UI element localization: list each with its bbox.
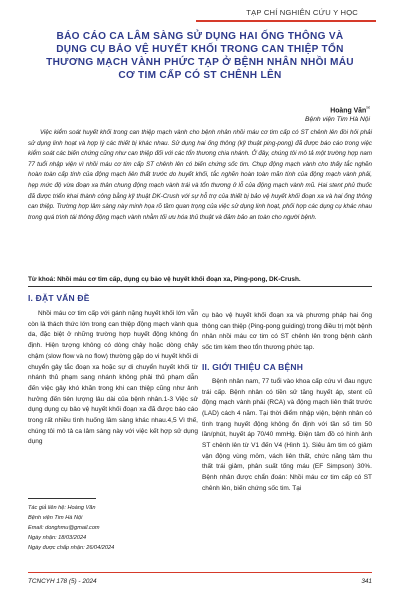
author-name: Hoàng Văn: [330, 107, 367, 115]
journal-header: TẠP CHÍ NGHIÊN CỨU Y HỌC: [246, 8, 358, 17]
keywords-divider: [28, 286, 372, 287]
footnote-institution: Bệnh viện Tim Hà Nội: [28, 515, 83, 522]
footnote-accepted-date: Ngày được chấp nhận: 26/04/2024: [28, 545, 115, 552]
case-paragraph: [202, 377, 372, 495]
footer-journal: TCNCYH 178 (5) - 2024: [28, 578, 97, 585]
col2-paragraph: [202, 311, 372, 354]
keywords: Từ khoá: Nhồi máu cơ tim cấp, dụng cụ bảo vệ huyết khối đoạn xa, Ping-pong, DK-Crush.: [28, 276, 301, 283]
article-title: BÁO CÁO CA LÂM SÀNG SỬ DỤNG HAI ỐNG THÔNG VÀ DỤNG CỤ BẢO VỆ HUYẾT KHỐI TRONG CAN THIỆP TỔN THƯƠNG MẠCH VÀNH PHỨC TẠP Ở BỆNH NHÂN NHỒI MÁU CƠ TIM CẤP CÓ ST CHÊNH LÊN: [46, 31, 354, 81]
section-heading-intro: I. ĐẶT VẤN ĐỀ: [28, 293, 90, 303]
footer-divider: [28, 572, 372, 573]
author-affiliation: Bệnh viện Tim Hà Nội: [305, 116, 370, 123]
author-line: [160, 105, 370, 114]
right-column: [202, 311, 372, 495]
intro-text: Nhồi máu cơ tim cấp với gánh nặng huyết khối lớn vẫn còn là thách thức lớn trong can thiệp động mạch vành qua da, đặc biệt ở những trường hợp huyết động không ổn định. Hiện tượng không có dòng chảy hoặc dòng chảy chậm (slow flow và no flow) thường gặp do vi huyết khối di chuyển gây tắc đoạn xa hoặc sự di chuyển huyết khối từ nhánh thủ phạm sang nhánh không phải thủ phạm dẫn đến việc gây khó khăn trong khi can thiệp cũng như ảnh hưởng đến tiên lượng lâu dài của bệnh nhân.1-3 Việc sử dụng dụng cụ bảo vệ huyết khối đoạn xa đã được báo cáo trong rất nhiều tình huống lâm sàng khác nhau.4,5 Vì thế, chúng tôi mô tả ca lâm sàng này với việc kết hợp sử dụng dụng: [28, 310, 198, 446]
page-number: 341: [361, 578, 372, 585]
abstract: Việc kiểm soát huyết khối trong can thiệp mạch vành cho bệnh nhân nhồi máu cơ tim cấp có ST chênh lên đòi hỏi phải sử dụng linh hoạt và hợp lý các thiết bị khác nhau. Sử dụng hai ống thông (kỹ thuật ping-pong) đã được báo cáo trong việc kiểm soát các biến chứng cũng như can thiệp đối với các tổn thương chia nhánh. Ở đây, chúng tôi mô tả một trường hợp nam 77 tuổi nhập viện vì nhồi máu cơ tim cấp ST chênh lên có biến chứng sốc tim. Chụp động mạch vành cho thấy tắc nghẽn hoàn toàn cấp tính của động mạch liên thất trước do huyết khối, tắc nghẽn hoàn toàn mãn tính của động mạch vành phải, hẹp mức độ vừa đoạn xa thân chung động mạch vành trái và tổn thương ở lỗ của động mạch vành mũ. Hai stent phủ thuốc đã được triển khai thành công bằng kỹ thuật DK-Crush với sự hỗ trợ của thiết bị bảo vệ huyết khối đoạn xa và hai ống thông can thiệp. Trường hợp lâm sàng này minh họa rõ tầm quan trọng của việc sử dụng linh hoạt, phối hợp các dụng cụ khác nhau trong quá trình tái thông động mạch vành nhằm tối ưu hóa thủ thuật và đảm bảo an toàn cho người bệnh.: [28, 129, 372, 221]
header-divider: [196, 20, 376, 22]
correspondence-footnote: [28, 503, 198, 553]
section-heading-case: II. GIỚI THIỆU CA BỆNH: [202, 361, 304, 372]
col2-text: cụ bảo vệ huyết khối đoạn xa và phương pháp hai ống thông can thiệp (Ping-pong guiding) trong điều trị một bệnh nhân nhồi máu cơ tim có ST chênh lên trong bệnh cảnh sốc tim kèm theo tổn thương phức tạp.: [202, 312, 372, 352]
left-column: [28, 293, 198, 448]
case-text: Bệnh nhân nam, 77 tuổi vào khoa cấp cứu vì đau ngực trái cấp. Bệnh nhân có tiền sử tăng huyết áp, stent cũ động mạch vành phải (RCA) và động mạch liên thất trước (LAD) cách 4 năm. Tại thời điểm nhập viện, bệnh nhân có tình trạng huyết động không ổn định với tần số tim 50 lần/phút, huyết áp 70/40 mmHg. Điện tâm đồ có hình ảnh ST chênh lên từ V1 đến V4 (Hình 1). Siêu âm tim có giảm vận động vùng mỏm, vách liên thất, chức năng tâm thu thất trái giảm, phân suất tống máu (EF Simpson) 30%. Bệnh nhân được chẩn đoán: Nhồi máu cơ tim cấp có ST chênh lên, biến chứng sốc tim. Tại: [202, 377, 372, 492]
footnote-corresponding-author: Tác giả liên hệ: Hoàng Văn: [28, 505, 96, 511]
footnote-received-date: Ngày nhận: 18/03/2024: [28, 535, 87, 542]
footnote-email: Email: donghmu@gmail.com: [28, 525, 100, 532]
intro-paragraph: [28, 309, 198, 448]
footnote-divider: [28, 498, 96, 499]
email-icon: ✉: [366, 105, 370, 110]
